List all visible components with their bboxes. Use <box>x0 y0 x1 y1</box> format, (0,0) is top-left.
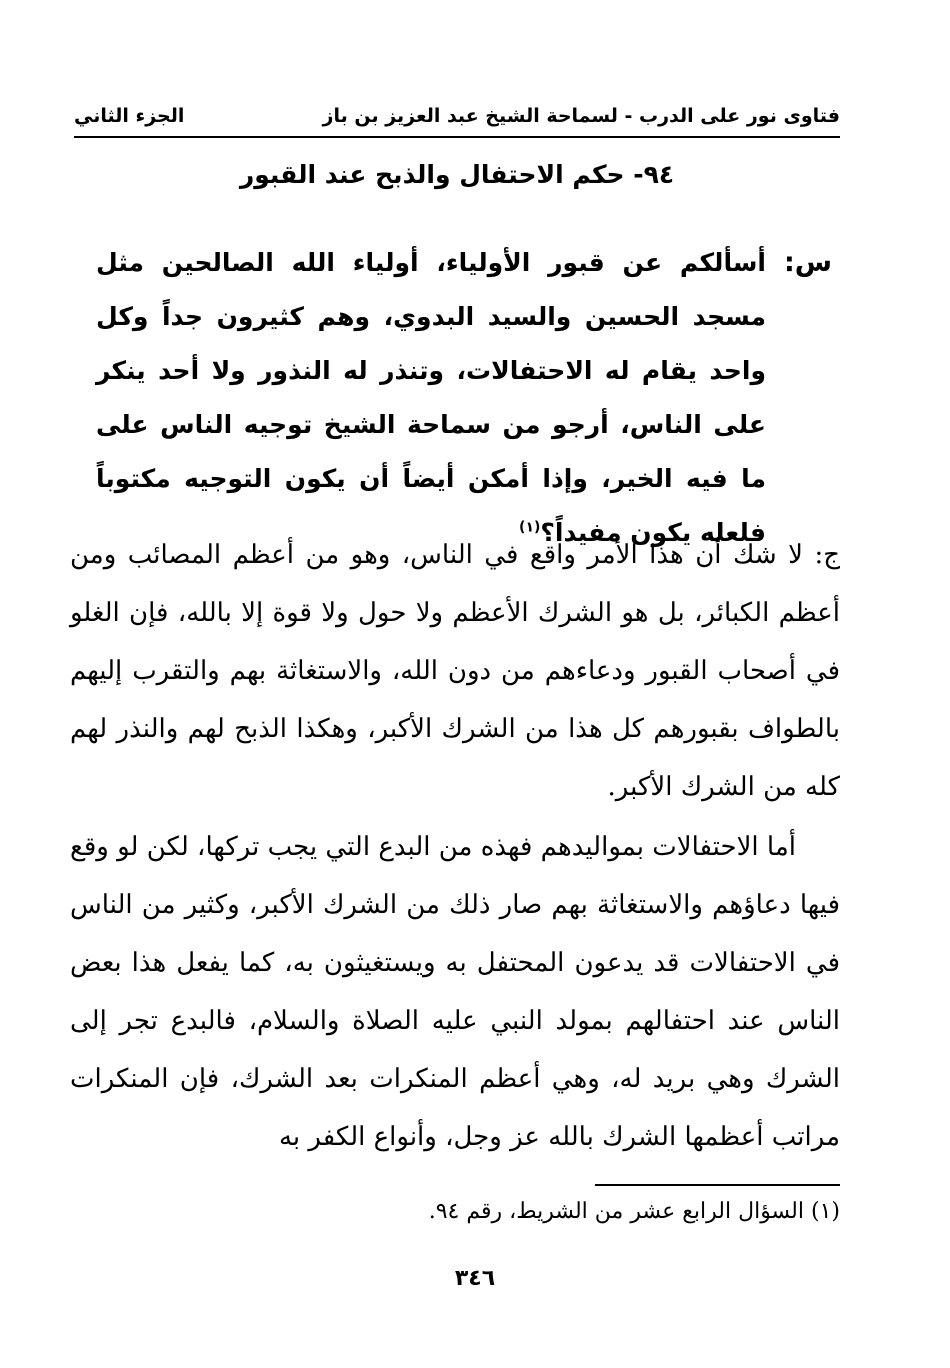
answer-text-1: لا شك أن هذا الأمر واقع في الناس، وهو من أعظم المصائب ومن أعظم الكبائر، بل هو الشرك الأعظم ولا حول ولا قوة إلا بالله، فإن الغلو في أصحاب القبور ودعاءهم من دون الله، والاستغاثة بهم والتقرب إليهم بالطواف بقبورهم كل هذا من الشرك الأكبر، وهكذا الذبح لهم والنذر لهم كله من الشرك الأكبر. <box>70 540 840 802</box>
question-text-block <box>96 236 766 560</box>
answer-paragraph-1 <box>70 526 840 816</box>
fatwa-title: ٩٤- حكم الاحتفال والذبح عند القبور <box>239 160 675 189</box>
footnote-divider <box>595 1184 840 1186</box>
page-number: ٣٤٦ <box>454 1266 496 1291</box>
running-header <box>74 96 840 138</box>
question-block <box>96 236 832 560</box>
footnote: (١) السؤال الرابع عشر من الشريط، رقم ٩٤. <box>428 1199 840 1224</box>
answer-paragraph-2 <box>70 818 840 1166</box>
answer-text-2: أما الاحتفالات بمواليدهم فهذه من البدع التي يجب تركها، لكن لو وقع فيها دعاؤهم والاستغاثة بهم صار ذلك من الشرك الأكبر، وكثير من الناس في الاحتفالات قد يدعون المحتفل به ويستغيثون به، كما يفعل هذا بعض الناس عند احتفالهم بمولد النبي عليه الصلاة والسلام، فالبدع تجر إلى الشرك وهي بريد له، وهي أعظم المنكرات بعد الشرك، فإن المنكرات مراتب أعظمها الشرك بالله عز وجل، وأنواع الكفر به <box>70 832 840 1152</box>
answer-label: ج: <box>814 540 840 570</box>
question-text: أسألكم عن قبور الأولياء، أولياء الله الصالحين مثل مسجد الحسين والسيد البدوي، وهم كثيرون جداً وكل واحد يقام له الاحتفالات، وتنذر له النذور ولا أحد ينكر على الناس، أرجو من سماحة الشيخ توجيه الناس على ما فيه الخير، وإذا أمكن أيضاً أن يكون التوجيه مكتوباً فلعله يكون مفيداً؟ <box>96 248 766 547</box>
footnote-reference: (١) <box>519 519 541 536</box>
book-title: فتاوى نور على الدرب - لسماحة الشيخ عبد العزيز بن باز <box>322 105 840 127</box>
volume-label: الجزء الثاني <box>74 105 185 127</box>
question-label: س: <box>783 247 832 278</box>
